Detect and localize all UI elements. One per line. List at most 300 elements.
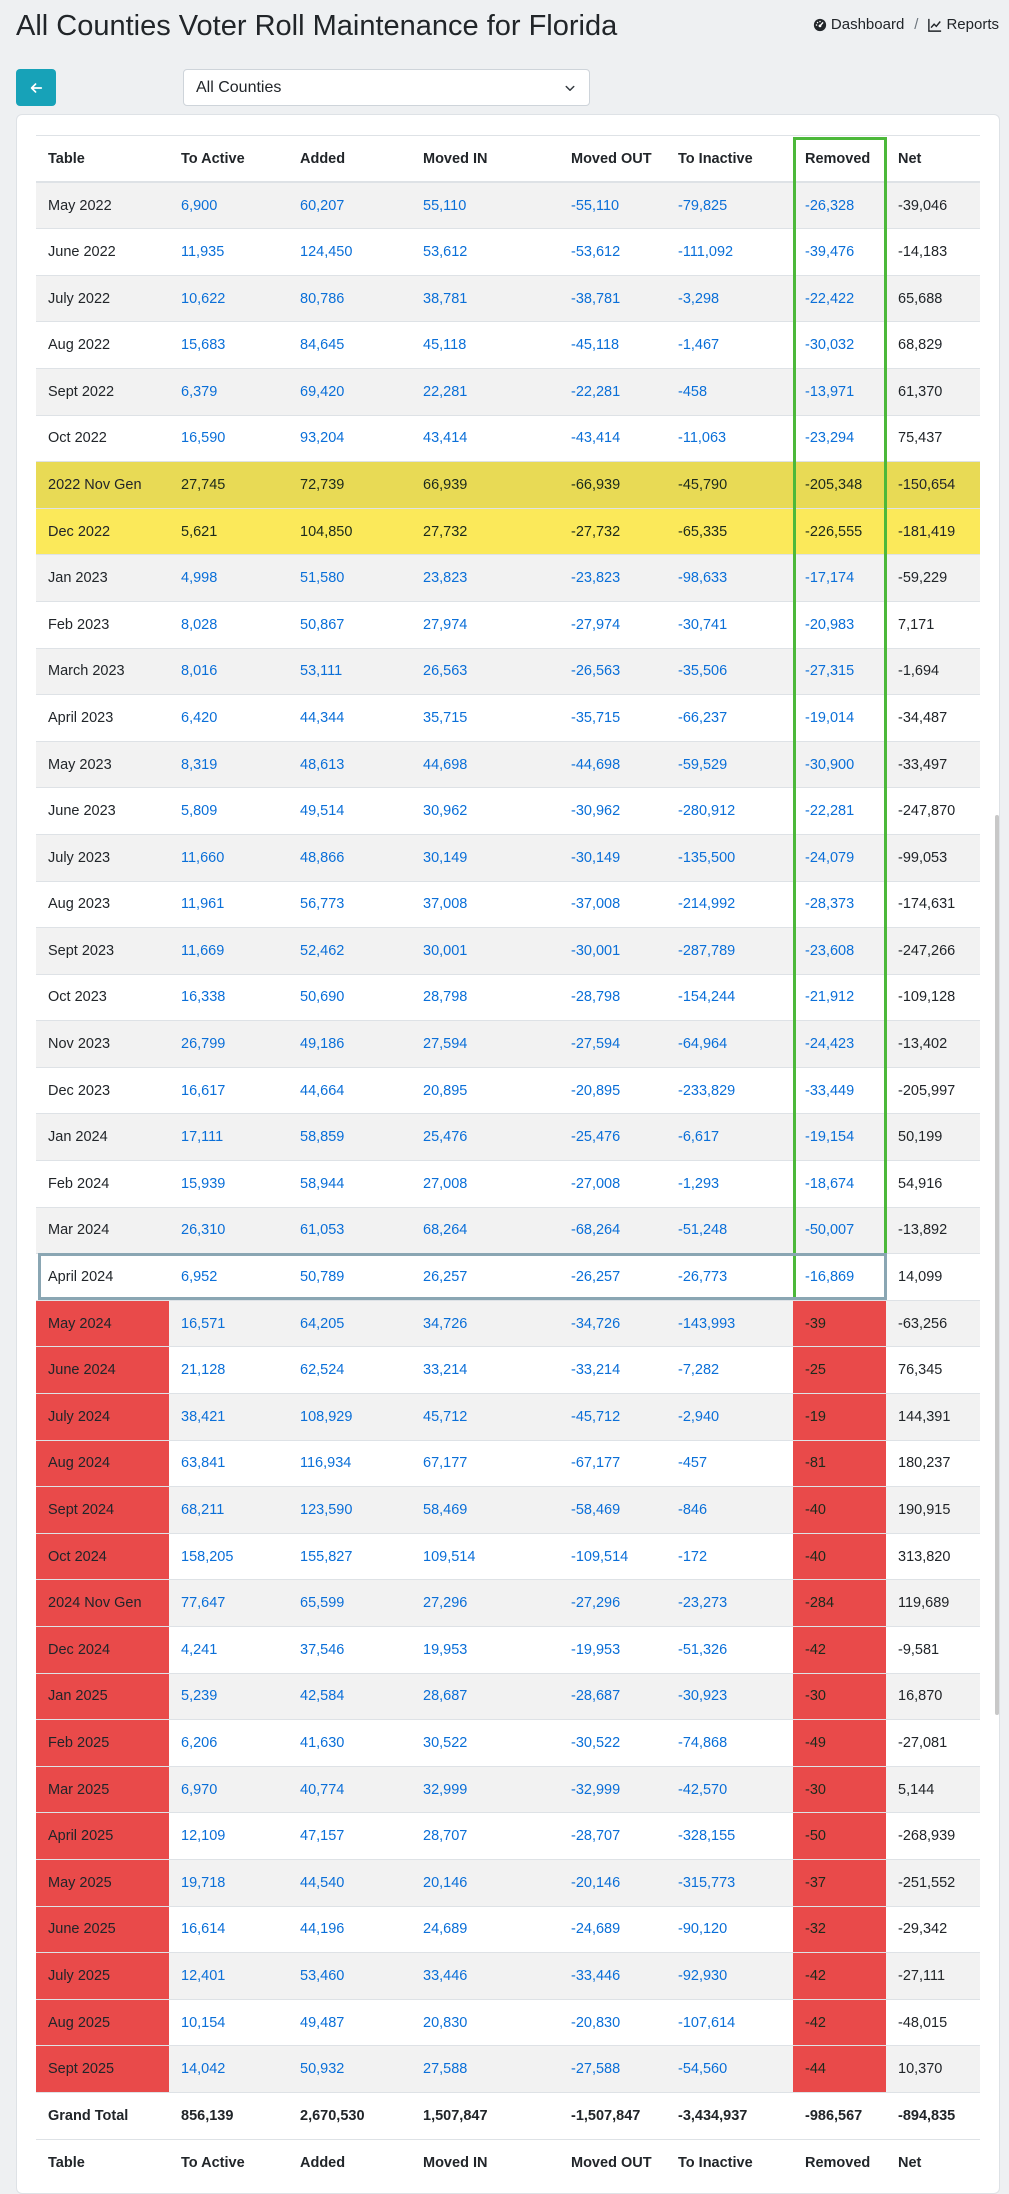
to-inactive-link[interactable]: -6,617 (678, 1129, 720, 1146)
back-button[interactable] (16, 69, 56, 106)
cell-moved-in (411, 462, 559, 509)
moved-in-link[interactable]: 37,008 (423, 896, 468, 913)
removed-link[interactable]: -30,032 (805, 337, 855, 354)
header-moved-in[interactable]: Moved IN (411, 136, 559, 183)
moved-out-link[interactable]: -44,698 (571, 756, 621, 773)
moved-out-link[interactable]: -27,732 (571, 523, 621, 540)
cell-to-active (169, 182, 288, 229)
moved-out-link[interactable]: -27,588 (571, 2061, 621, 2078)
to-active-link[interactable]: 5,621 (181, 523, 218, 540)
removed-link[interactable]: -50,007 (805, 1222, 855, 1239)
cell-table: Jan 2023 (36, 555, 169, 602)
to-inactive-link[interactable]: -79,825 (678, 197, 728, 214)
added-link[interactable]: 72,739 (300, 476, 345, 493)
cell-net: -150,654 (886, 462, 980, 509)
cell-moved-out (559, 555, 666, 602)
cell-removed (793, 928, 886, 975)
moved-in-link[interactable]: 27,296 (423, 1595, 468, 1612)
to-active-link[interactable]: 16,617 (181, 1082, 226, 1099)
added-link[interactable]: 48,613 (300, 756, 345, 773)
cell-moved-in (411, 415, 559, 462)
moved-out-link[interactable]: -25,476 (571, 1129, 621, 1146)
moved-in-link[interactable]: 19,953 (423, 1641, 468, 1658)
moved-out-link[interactable]: -28,687 (571, 1688, 621, 1705)
moved-out-link[interactable]: -28,798 (571, 989, 621, 1006)
moved-in-link[interactable]: 30,962 (423, 803, 468, 820)
cell-moved-in (411, 1766, 559, 1813)
moved-in-link[interactable]: 26,257 (423, 1269, 468, 1286)
cell-table: Aug 2025 (36, 1999, 169, 2046)
moved-in-link[interactable]: 28,798 (423, 989, 468, 1006)
moved-in-link[interactable]: 23,823 (423, 570, 468, 587)
to-inactive-link[interactable]: -2,940 (678, 1408, 720, 1425)
moved-out-link[interactable]: -37,008 (571, 896, 621, 913)
added-link[interactable]: 44,540 (300, 1874, 345, 1891)
moved-in-link[interactable]: 55,110 (423, 197, 467, 214)
moved-in-link[interactable]: 22,281 (423, 383, 468, 400)
moved-in-link[interactable]: 67,177 (423, 1455, 468, 1472)
to-inactive-link[interactable]: -107,614 (678, 2014, 736, 2031)
header-added[interactable]: Added (288, 136, 411, 183)
cell-moved-in (411, 2046, 559, 2093)
to-inactive-link[interactable]: -23,273 (678, 1595, 728, 1612)
added-link[interactable]: 51,580 (300, 570, 345, 587)
moved-out-link[interactable]: -30,522 (571, 1734, 621, 1751)
to-inactive-link[interactable]: -59,529 (678, 756, 728, 773)
moved-out-link[interactable]: -19,953 (571, 1641, 621, 1658)
moved-out-link[interactable]: -20,830 (571, 2014, 621, 2031)
moved-out-link[interactable]: -26,257 (571, 1269, 621, 1286)
moved-out-link[interactable]: -23,823 (571, 570, 621, 587)
cell-to-inactive (666, 788, 793, 835)
added-link[interactable]: 58,859 (300, 1129, 345, 1146)
moved-in-link[interactable]: 32,999 (423, 1781, 468, 1798)
removed-link[interactable]: -81 (805, 1455, 826, 1472)
moved-out-link[interactable]: -33,214 (571, 1362, 621, 1379)
to-inactive-link[interactable]: -51,248 (678, 1222, 728, 1239)
dashboard-link[interactable] (813, 16, 904, 33)
to-active-link[interactable]: 12,401 (181, 1967, 226, 1984)
to-active-link[interactable]: 11,660 (181, 849, 225, 866)
table-row (36, 1906, 980, 1953)
moved-in-link[interactable]: 35,715 (423, 709, 468, 726)
added-link[interactable]: 69,420 (300, 383, 345, 400)
removed-link[interactable]: -30 (805, 1781, 826, 1798)
to-active-link[interactable]: 15,683 (181, 337, 226, 354)
to-active-link[interactable]: 158,205 (181, 1548, 234, 1565)
removed-link[interactable]: -42 (805, 2014, 826, 2031)
moved-out-link[interactable]: -38,781 (571, 290, 621, 307)
to-active-link[interactable]: 19,718 (181, 1874, 226, 1891)
to-inactive-link[interactable]: -30,923 (678, 1688, 728, 1705)
to-active-link[interactable]: 15,939 (181, 1175, 226, 1192)
moved-out-link[interactable]: -20,146 (571, 1874, 621, 1891)
removed-link[interactable]: -23,294 (805, 430, 855, 447)
to-active-link[interactable]: 4,998 (181, 570, 218, 587)
to-inactive-link[interactable]: -98,633 (678, 570, 728, 587)
cell-added (288, 741, 411, 788)
moved-out-link[interactable]: -30,001 (571, 942, 621, 959)
removed-link[interactable]: -20,983 (805, 616, 855, 633)
moved-out-link[interactable]: -24,689 (571, 1921, 621, 1938)
moved-in-link[interactable]: 28,687 (423, 1688, 468, 1705)
moved-in-link[interactable]: 27,732 (423, 523, 468, 540)
removed-link[interactable]: -22,281 (805, 803, 855, 820)
moved-in-link[interactable]: 20,895 (423, 1082, 468, 1099)
to-active-link[interactable]: 8,028 (181, 616, 218, 633)
added-link[interactable]: 116,934 (300, 1455, 352, 1472)
added-link[interactable]: 53,111 (300, 663, 343, 680)
added-link[interactable]: 93,204 (300, 430, 345, 447)
moved-out-link[interactable]: -43,414 (571, 430, 621, 447)
to-active-link[interactable]: 11,935 (181, 243, 225, 260)
added-link[interactable]: 50,867 (300, 616, 345, 633)
moved-in-link[interactable]: 33,446 (423, 1967, 468, 1984)
to-inactive-link[interactable]: -1,467 (678, 337, 720, 354)
to-active-link[interactable]: 6,206 (181, 1734, 218, 1751)
to-inactive-link[interactable]: -51,326 (678, 1641, 728, 1658)
to-active-link[interactable]: 63,841 (181, 1455, 226, 1472)
moved-out-link[interactable]: -55,110 (571, 197, 620, 214)
moved-out-link[interactable]: -32,999 (571, 1781, 621, 1798)
moved-out-link[interactable]: -27,008 (571, 1175, 621, 1192)
moved-out-link[interactable]: -27,974 (571, 616, 621, 633)
to-inactive-link[interactable]: -35,506 (678, 663, 728, 680)
cell-net: -1,694 (886, 648, 980, 695)
added-link[interactable]: 53,460 (300, 1967, 345, 1984)
cell-moved-in (411, 881, 559, 928)
to-inactive-link[interactable]: -66,237 (678, 709, 728, 726)
header-to-inactive[interactable]: To Inactive (666, 136, 793, 183)
moved-in-link[interactable]: 43,414 (423, 430, 468, 447)
to-active-link[interactable]: 26,310 (181, 1222, 226, 1239)
moved-in-link[interactable]: 44,698 (423, 756, 468, 773)
moved-out-link[interactable]: -28,707 (571, 1828, 621, 1845)
added-link[interactable]: 37,546 (300, 1641, 345, 1658)
removed-link[interactable]: -205,348 (805, 476, 863, 493)
added-link[interactable]: 49,514 (300, 803, 345, 820)
removed-link[interactable]: -26,328 (805, 197, 855, 214)
to-inactive-link[interactable]: -74,868 (678, 1734, 728, 1751)
added-link[interactable]: 41,630 (300, 1734, 345, 1751)
added-link[interactable]: 44,664 (300, 1082, 345, 1099)
moved-in-link[interactable]: 45,118 (423, 337, 467, 354)
removed-link[interactable]: -284 (805, 1595, 835, 1612)
added-link[interactable]: 104,850 (300, 523, 353, 540)
to-inactive-link[interactable]: -233,829 (678, 1082, 736, 1099)
removed-link[interactable]: -17,174 (805, 570, 855, 587)
moved-in-link[interactable]: 27,588 (423, 2061, 468, 2078)
moved-in-link[interactable]: 24,689 (423, 1921, 468, 1938)
removed-link[interactable]: -19,014 (805, 709, 855, 726)
moved-out-link[interactable]: -22,281 (571, 383, 621, 400)
moved-out-link[interactable]: -58,469 (571, 1502, 621, 1519)
header-table[interactable]: Table (36, 136, 169, 183)
to-inactive-link[interactable]: -64,964 (678, 1036, 728, 1053)
removed-link[interactable]: -39,476 (805, 243, 855, 260)
removed-link[interactable]: -24,079 (805, 849, 855, 866)
moved-out-link[interactable]: -109,514 (571, 1548, 629, 1565)
cell-moved-out (559, 1254, 666, 1301)
moved-in-link[interactable]: 53,612 (423, 243, 468, 260)
header-to-active[interactable]: To Active (169, 136, 288, 183)
moved-in-link[interactable]: 30,001 (423, 942, 468, 959)
cell-to-inactive (666, 368, 793, 415)
cell-moved-in (411, 1859, 559, 1906)
to-active-link[interactable]: 16,338 (181, 989, 226, 1006)
to-active-link[interactable]: 6,379 (181, 383, 218, 400)
cell-removed (793, 1394, 886, 1441)
to-active-link[interactable]: 6,420 (181, 709, 218, 726)
to-inactive-link[interactable]: -3,298 (678, 290, 720, 307)
to-active-link[interactable]: 14,042 (181, 2061, 226, 2078)
removed-link[interactable]: -42 (805, 1641, 826, 1658)
cell-added (288, 1254, 411, 1301)
removed-link[interactable]: -49 (805, 1734, 826, 1751)
added-link[interactable]: 155,827 (300, 1548, 353, 1565)
added-link[interactable]: 60,207 (300, 197, 345, 214)
moved-in-link[interactable]: 20,146 (423, 1874, 468, 1891)
cell-moved-out (559, 648, 666, 695)
added-link[interactable]: 64,205 (300, 1315, 345, 1332)
to-active-link[interactable]: 68,211 (181, 1502, 225, 1519)
cell-moved-in (411, 1254, 559, 1301)
to-active-link[interactable]: 12,109 (181, 1828, 226, 1845)
moved-in-link[interactable]: 27,974 (423, 616, 468, 633)
to-active-link[interactable]: 26,799 (181, 1036, 226, 1053)
moved-out-link[interactable]: -26,563 (571, 663, 621, 680)
to-inactive-link[interactable]: -214,992 (678, 896, 736, 913)
removed-link[interactable]: -21,912 (805, 989, 855, 1006)
added-link[interactable]: 84,645 (300, 337, 345, 354)
to-active-link[interactable]: 10,622 (181, 290, 226, 307)
removed-link[interactable]: -18,674 (805, 1175, 855, 1192)
moved-in-link[interactable]: 30,149 (423, 849, 468, 866)
moved-in-link[interactable]: 26,563 (423, 663, 468, 680)
to-active-link[interactable]: 21,128 (181, 1362, 226, 1379)
moved-out-link[interactable]: -27,296 (571, 1595, 621, 1612)
removed-link[interactable]: -226,555 (805, 523, 863, 540)
removed-link[interactable]: -19 (805, 1408, 826, 1425)
moved-out-link[interactable]: -35,715 (571, 709, 621, 726)
removed-link[interactable]: -13,971 (805, 383, 855, 400)
removed-link[interactable]: -16,869 (805, 1269, 855, 1286)
cell-removed (793, 788, 886, 835)
moved-in-link[interactable]: 20,830 (423, 2014, 468, 2031)
to-inactive-link[interactable]: -154,244 (678, 989, 736, 1006)
cell-removed (793, 1906, 886, 1953)
moved-out-link[interactable]: -30,149 (571, 849, 621, 866)
cell-added (288, 695, 411, 742)
removed-link[interactable]: -28,373 (805, 896, 855, 913)
moved-out-link[interactable]: -68,264 (571, 1222, 621, 1239)
to-inactive-link[interactable]: -26,773 (678, 1269, 728, 1286)
moved-in-link[interactable]: 58,469 (423, 1502, 468, 1519)
cell-to-active (169, 1021, 288, 1068)
added-link[interactable]: 58,944 (300, 1175, 345, 1192)
to-active-link[interactable]: 38,421 (181, 1408, 226, 1425)
removed-link[interactable]: -30,900 (805, 756, 855, 773)
to-active-link[interactable]: 5,809 (181, 803, 218, 820)
moved-in-link[interactable]: 28,707 (423, 1828, 468, 1845)
removed-link[interactable]: -30 (805, 1688, 826, 1705)
added-link[interactable]: 108,929 (300, 1408, 353, 1425)
cell-net: 313,820 (886, 1533, 980, 1580)
reports-link[interactable] (928, 16, 999, 33)
moved-out-link[interactable]: -30,962 (571, 803, 621, 820)
to-inactive-link[interactable]: -1,293 (678, 1175, 720, 1192)
cell-removed (793, 368, 886, 415)
added-link[interactable]: 61,053 (300, 1222, 345, 1239)
cell-added (288, 462, 411, 509)
added-link[interactable]: 80,786 (300, 290, 345, 307)
removed-link[interactable]: -23,608 (805, 942, 855, 959)
cell-moved-out (559, 1813, 666, 1860)
to-active-link[interactable]: 16,571 (181, 1315, 226, 1332)
removed-link[interactable]: -40 (805, 1548, 826, 1565)
to-inactive-link[interactable]: -30,741 (678, 616, 728, 633)
removed-link[interactable]: -32 (805, 1921, 826, 1938)
to-inactive-link[interactable]: -143,993 (678, 1315, 736, 1332)
table-row (36, 1347, 980, 1394)
moved-in-link[interactable]: 27,594 (423, 1036, 468, 1053)
to-inactive-link[interactable]: -287,789 (678, 942, 736, 959)
to-active-link[interactable]: 4,241 (181, 1641, 218, 1658)
moved-out-link[interactable]: -20,895 (571, 1082, 621, 1099)
moved-in-link[interactable]: 66,939 (423, 476, 468, 493)
removed-link[interactable]: -50 (805, 1828, 826, 1845)
to-inactive-link[interactable]: -846 (678, 1502, 708, 1519)
to-inactive-link[interactable]: -65,335 (678, 523, 728, 540)
moved-out-link[interactable]: -53,612 (571, 243, 621, 260)
moved-in-link[interactable]: 109,514 (423, 1548, 476, 1565)
to-active-link[interactable]: 5,239 (181, 1688, 218, 1705)
added-link[interactable]: 52,462 (300, 942, 345, 959)
moved-in-link[interactable]: 33,214 (423, 1362, 468, 1379)
added-link[interactable]: 44,196 (300, 1921, 345, 1938)
to-inactive-link[interactable]: -315,773 (678, 1874, 736, 1891)
added-link[interactable]: 50,690 (300, 989, 345, 1006)
cell-to-active (169, 1347, 288, 1394)
to-active-link[interactable]: 17,111 (181, 1129, 224, 1146)
added-link[interactable]: 42,584 (300, 1688, 345, 1705)
scrollbar[interactable] (995, 815, 999, 1715)
added-link[interactable]: 50,932 (300, 2061, 345, 2078)
cell-to-inactive (666, 1114, 793, 1161)
to-inactive-link[interactable]: -45,790 (678, 476, 728, 493)
to-active-link[interactable]: 11,961 (181, 896, 225, 913)
to-inactive-link[interactable]: -328,155 (678, 1828, 736, 1845)
to-active-link[interactable]: 11,669 (181, 942, 225, 959)
to-inactive-link[interactable]: -172 (678, 1548, 708, 1565)
moved-in-link[interactable]: 34,726 (423, 1315, 468, 1332)
removed-link[interactable]: -27,315 (805, 663, 855, 680)
to-active-link[interactable]: 77,647 (181, 1595, 226, 1612)
cell-table: Mar 2025 (36, 1766, 169, 1813)
added-link[interactable]: 49,487 (300, 2014, 345, 2031)
added-link[interactable]: 65,599 (300, 1595, 345, 1612)
added-link[interactable]: 62,524 (300, 1362, 345, 1379)
moved-out-link[interactable]: -27,594 (571, 1036, 621, 1053)
removed-link[interactable]: -33,449 (805, 1082, 855, 1099)
removed-link[interactable]: -19,154 (805, 1129, 855, 1146)
to-inactive-link[interactable]: -111,092 (678, 243, 734, 260)
county-select[interactable] (183, 69, 590, 106)
moved-out-link[interactable]: -34,726 (571, 1315, 621, 1332)
to-active-link[interactable]: 16,614 (181, 1921, 226, 1938)
cell-removed (793, 695, 886, 742)
header-removed[interactable]: Removed (793, 136, 886, 183)
moved-in-link[interactable]: 25,476 (423, 1129, 468, 1146)
to-inactive-link[interactable]: -11,063 (678, 430, 727, 447)
removed-link[interactable]: -37 (805, 1874, 826, 1891)
added-link[interactable]: 56,773 (300, 896, 345, 913)
to-inactive-link[interactable]: -458 (678, 383, 708, 400)
header-net[interactable]: Net (886, 136, 980, 183)
to-active-link[interactable]: 27,745 (181, 476, 226, 493)
to-inactive-link[interactable]: -135,500 (678, 849, 736, 866)
added-link[interactable]: 124,450 (300, 243, 353, 260)
moved-out-link[interactable]: -33,446 (571, 1967, 621, 1984)
moved-in-link[interactable]: 27,008 (423, 1175, 468, 1192)
cell-added (288, 834, 411, 881)
removed-link[interactable]: -44 (805, 2061, 826, 2078)
cell-added (288, 1440, 411, 1487)
added-link[interactable]: 50,789 (300, 1269, 345, 1286)
added-link[interactable]: 49,186 (300, 1036, 345, 1053)
moved-in-link[interactable]: 68,264 (423, 1222, 468, 1239)
to-inactive-link[interactable]: -280,912 (678, 803, 736, 820)
removed-link[interactable]: -42 (805, 1967, 826, 1984)
to-active-link[interactable]: 6,900 (181, 197, 218, 214)
to-inactive-link[interactable]: -457 (678, 1455, 708, 1472)
to-active-link[interactable]: 16,590 (181, 430, 226, 447)
removed-link[interactable]: -40 (805, 1502, 826, 1519)
added-link[interactable]: 123,590 (300, 1502, 353, 1519)
moved-in-link[interactable]: 38,781 (423, 290, 468, 307)
to-active-link[interactable]: 6,952 (181, 1269, 218, 1286)
removed-link[interactable]: -22,422 (805, 290, 855, 307)
to-active-link[interactable]: 6,970 (181, 1781, 218, 1798)
to-inactive-link[interactable]: -92,930 (678, 1967, 728, 1984)
removed-link[interactable]: -39 (805, 1315, 826, 1332)
added-link[interactable]: 44,344 (300, 709, 345, 726)
total-net: -894,835 (886, 2092, 980, 2139)
to-inactive-link[interactable]: -54,560 (678, 2061, 728, 2078)
added-link[interactable]: 47,157 (300, 1828, 345, 1845)
moved-in-link[interactable]: 30,522 (423, 1734, 468, 1751)
moved-out-link[interactable]: -66,939 (571, 476, 621, 493)
moved-out-link[interactable]: -45,118 (571, 337, 620, 354)
table-row (36, 1953, 980, 2000)
cell-table: July 2024 (36, 1394, 169, 1441)
moved-out-link[interactable]: -67,177 (571, 1455, 621, 1472)
to-inactive-link[interactable]: -90,120 (678, 1921, 728, 1938)
removed-link[interactable]: -24,423 (805, 1036, 855, 1053)
removed-link[interactable]: -25 (805, 1362, 826, 1379)
to-inactive-link[interactable]: -42,570 (678, 1781, 728, 1798)
header-moved-out[interactable]: Moved OUT (559, 136, 666, 183)
to-active-link[interactable]: 10,154 (181, 2014, 226, 2031)
added-link[interactable]: 40,774 (300, 1781, 345, 1798)
moved-out-link[interactable]: -45,712 (571, 1408, 621, 1425)
to-active-link[interactable]: 8,319 (181, 756, 218, 773)
moved-in-link[interactable]: 45,712 (423, 1408, 468, 1425)
to-active-link[interactable]: 8,016 (181, 663, 218, 680)
added-link[interactable]: 48,866 (300, 849, 345, 866)
to-inactive-link[interactable]: -7,282 (678, 1362, 720, 1379)
cell-net: -33,497 (886, 741, 980, 788)
